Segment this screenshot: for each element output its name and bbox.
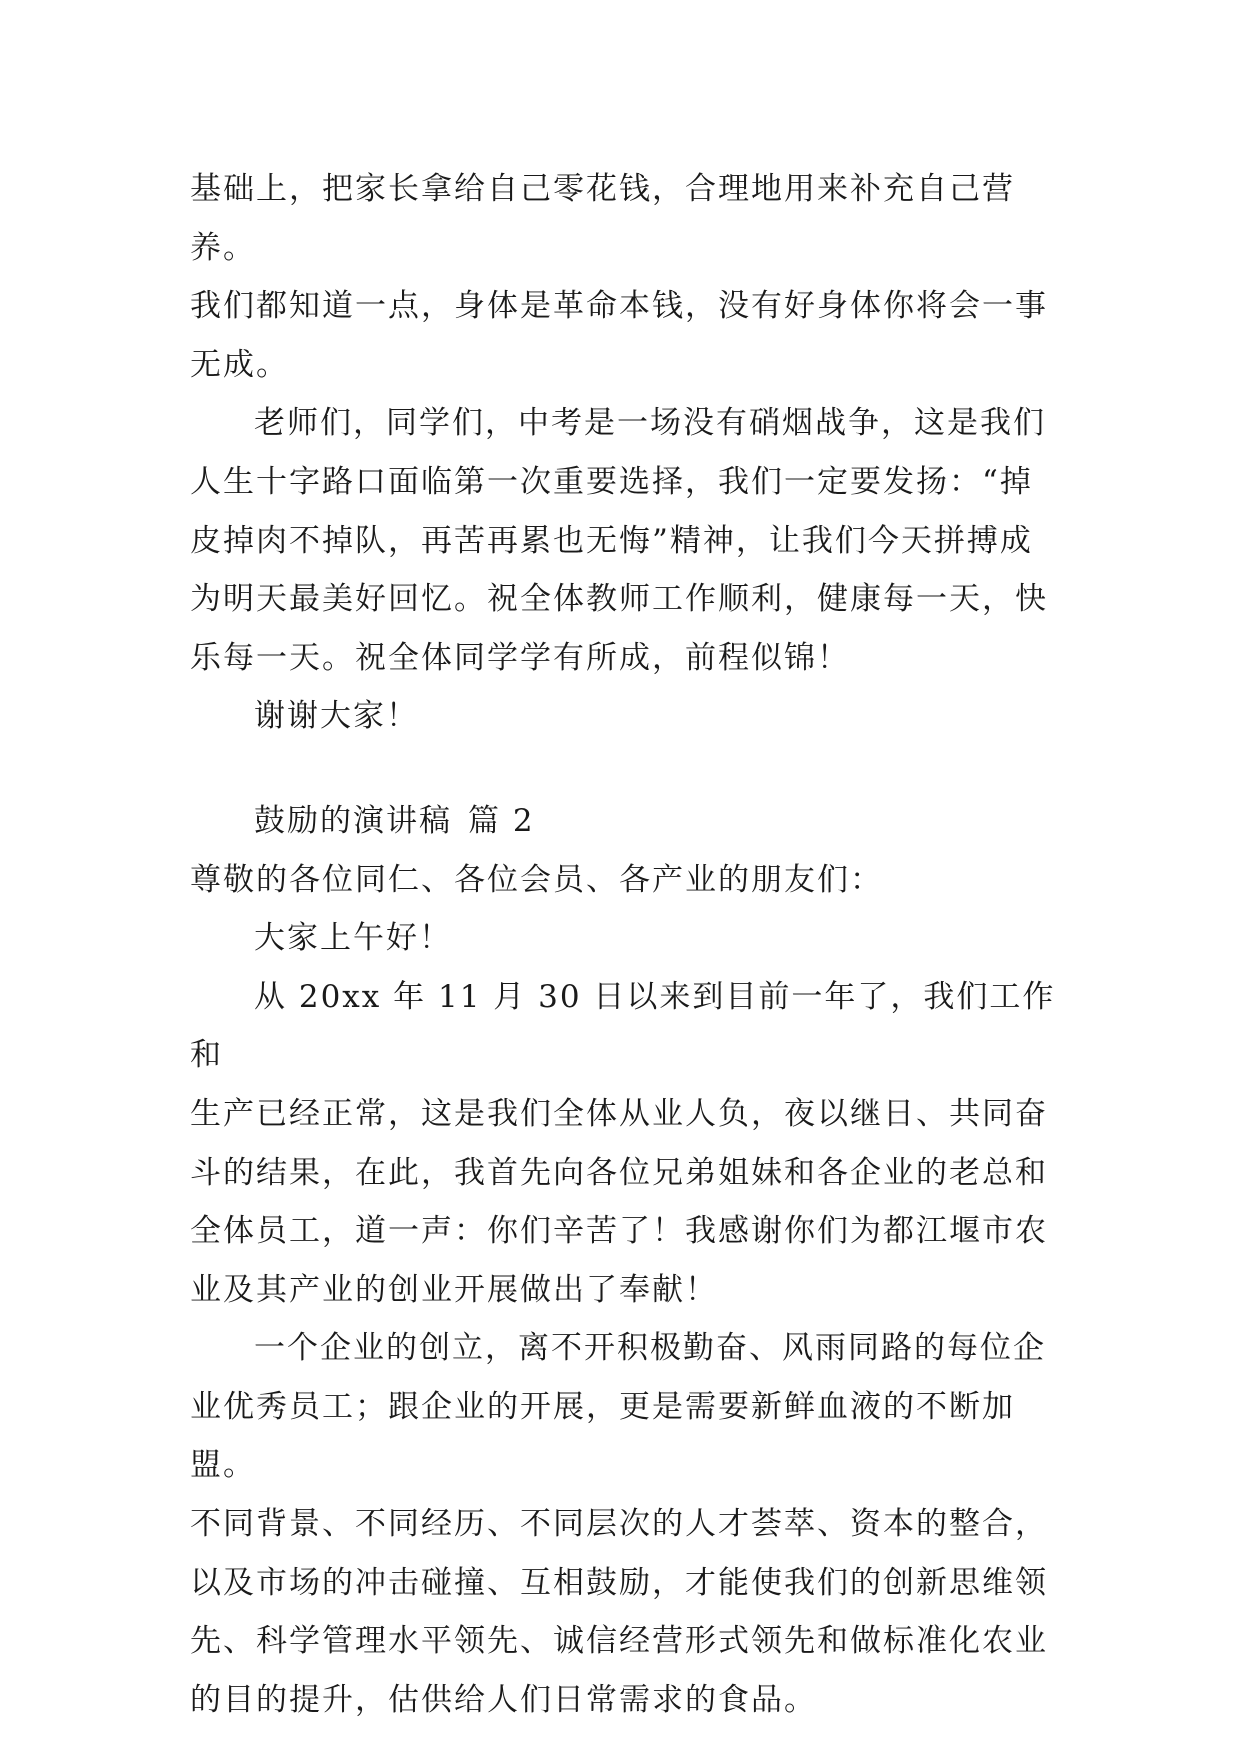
paragraph-closing-remarks: 老师们，同学们，中考是一场没有硝烟战争，这是我们 人生十字路口面临第一次重要选择，我们一定要发扬：“掉 皮掉肉不掉队，再苦再累也无悔”精神，让我们今天拼搏成 为明天最美好回忆。祝全体教师工作顺利，健康每一天，快 乐每一天。祝全体同学学有所成，前程似锦！ [190,405,1048,676]
section-title: 鼓励的演讲稿 [254,802,452,839]
section-gap [190,746,1060,792]
salutation: 尊敬的各位同仁、各位会员、各产业的朋友们： [190,861,883,898]
section-number: 篇 2 [468,802,535,839]
paragraph-anniversary: 从 20xx 年 11 月 30 日以来到目前一年了，我们工作和 生产已经正常，这是我们全体从业人负，夜以继日、共同奋 斗的结果，在此，我首先向各位兄弟姐妹和各企业的老总和 全体员工，道一声：你们辛苦了！我感谢你们为都江堰市农 业及其产业的创业开展做出了奉献！ [190,978,1056,1308]
paragraph-continuation: 基础上，把家长拿给自己零花钱，合理地用来补充自己营养。 我们都知道一点，身体是革命本钱，没有好身体你将会一事 无成。 [190,171,1048,383]
paragraph-enterprise: 一个企业的创立，离不开积极勤奋、风雨同路的每位企 业优秀员工；跟企业的开展，更是需要新鲜血液的不断加盟。 不同背景、不同经历、不同层次的人才荟萃、资本的整合， 以及市场的冲击碰撞、互相鼓励，才能使我们的创新思维领 先、科学管理水平领先、诚信经营形式领先和做标准化农业 的目的提升，估供给人们日常需求的食品。 [190,1330,1048,1718]
paragraph-thanks: 谢谢大家！ [254,698,419,735]
section-heading [190,792,1060,851]
greeting: 大家上午好！ [254,920,452,957]
document-body [190,160,1060,1729]
